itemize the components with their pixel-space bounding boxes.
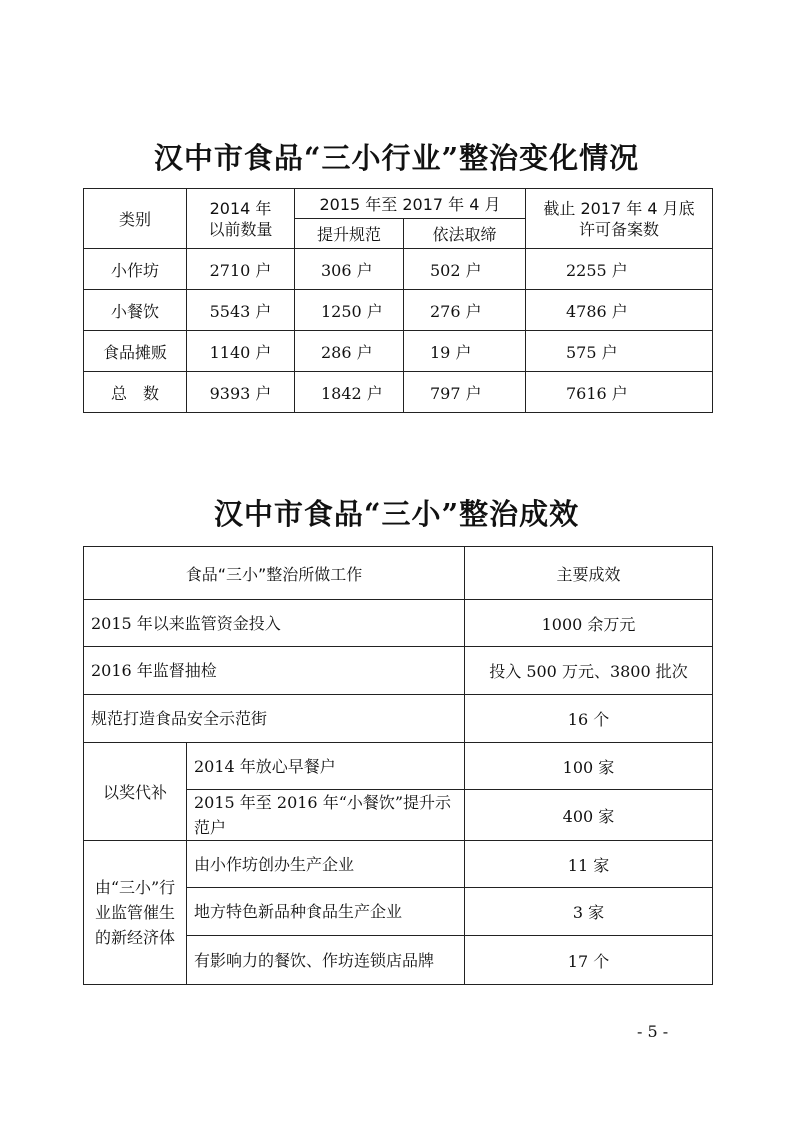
cell-result: 400 家 <box>465 790 713 841</box>
cell-result: 100 家 <box>465 743 713 790</box>
table-row <box>84 290 713 331</box>
header-category: 类别 <box>84 189 187 249</box>
cell-banned: 276 户 <box>404 290 526 331</box>
cell-category: 小餐饮 <box>84 290 187 331</box>
cell-category: 食品摊贩 <box>84 331 187 372</box>
cell-result: 投入 500 万元、3800 批次 <box>465 647 713 695</box>
page-number: - 5 - <box>637 1022 669 1041</box>
cell-banned: 19 户 <box>404 331 526 372</box>
header-before-2014-line2: 以前数量 <box>208 219 273 239</box>
cell-before-2014: 1140 户 <box>187 331 295 372</box>
cell-improved: 306 户 <box>295 249 404 290</box>
cell-before-2014: 9393 户 <box>187 372 295 413</box>
cell-banned: 502 户 <box>404 249 526 290</box>
header-registered <box>526 189 713 249</box>
cell-result: 3 家 <box>465 888 713 936</box>
cell-result: 17 个 <box>465 936 713 985</box>
header-banned: 依法取缔 <box>404 219 526 249</box>
header-registered-line1: 截止 2017 年 4 月底 <box>543 198 695 218</box>
header-before-2014 <box>187 189 295 249</box>
cell-work: 由小作坊创办生产企业 <box>187 841 465 888</box>
header-result: 主要成效 <box>465 547 713 600</box>
cell-registered: 575 户 <box>526 331 713 372</box>
group-label: 以奖代补 <box>84 743 187 841</box>
header-work: 食品“三小”整治所做工作 <box>84 547 465 600</box>
cell-result: 1000 余万元 <box>465 600 713 647</box>
cell-work: 有影响力的餐饮、作坊连锁店品牌 <box>187 936 465 985</box>
table-row <box>84 249 713 290</box>
cell-result: 16 个 <box>465 695 713 743</box>
cell-registered: 4786 户 <box>526 290 713 331</box>
cell-work: 2014 年放心早餐户 <box>187 743 465 790</box>
cell-work: 2016 年监督抽检 <box>84 647 465 695</box>
header-improved: 提升规范 <box>295 219 404 249</box>
cell-result: 11 家 <box>465 841 713 888</box>
header-before-2014-line1: 2014 年 <box>209 198 272 218</box>
cell-category: 小作坊 <box>84 249 187 290</box>
rectification-changes-table <box>83 188 713 413</box>
cell-improved: 1842 户 <box>295 372 404 413</box>
table-row <box>84 372 713 413</box>
cell-before-2014: 5543 户 <box>187 290 295 331</box>
cell-banned: 797 户 <box>404 372 526 413</box>
table-row <box>84 743 713 790</box>
table-row <box>84 695 713 743</box>
table1-title: 汉中市食品“三小行业”整治变化情况 <box>153 141 640 175</box>
cell-work: 地方特色新品种食品生产企业 <box>187 888 465 936</box>
cell-improved: 1250 户 <box>295 290 404 331</box>
cell-before-2014: 2710 户 <box>187 249 295 290</box>
rectification-results-table <box>83 546 713 985</box>
cell-category: 总 数 <box>84 372 187 413</box>
table-row <box>84 600 713 647</box>
cell-registered: 2255 户 <box>526 249 713 290</box>
table-row <box>84 331 713 372</box>
header-period: 2015 年至 2017 年 4 月 <box>295 189 526 219</box>
cell-improved: 286 户 <box>295 331 404 372</box>
header-registered-line2: 许可备案数 <box>578 219 659 239</box>
table-row <box>84 647 713 695</box>
cell-registered: 7616 户 <box>526 372 713 413</box>
cell-work: 2015 年以来监管资金投入 <box>84 600 465 647</box>
table-row <box>84 841 713 888</box>
group-label: 由“三小”行业监管催生的新经济体 <box>84 841 187 985</box>
cell-work: 规范打造食品安全示范街 <box>84 695 465 743</box>
table2-title: 汉中市食品“三小”整治成效 <box>213 497 580 531</box>
cell-work: 2015 年至 2016 年“小餐饮”提升示范户 <box>187 790 465 841</box>
